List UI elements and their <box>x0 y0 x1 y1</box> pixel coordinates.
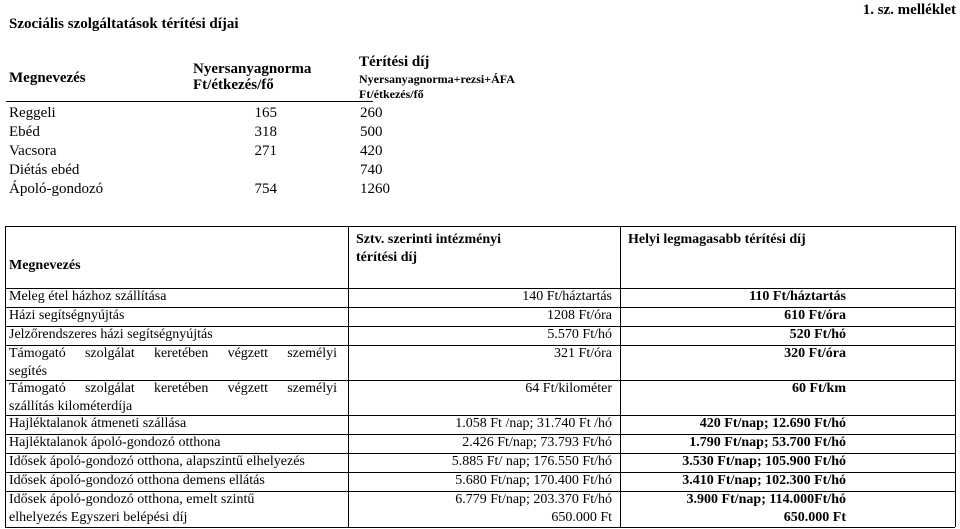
table2-row-local-fee: 320 Ft/óra <box>784 346 846 361</box>
table2-col-name: Megnevezés <box>9 258 81 273</box>
table1-row-fee: 260 <box>360 105 383 121</box>
table1-col-fee: Térítési díj <box>359 54 430 70</box>
table1-row-raw: 754 <box>254 181 277 197</box>
table1-col-raw-unit: Ft/étkezés/fő <box>193 77 274 93</box>
table2-row-name: Idősek ápoló-gondozó otthona demens ellátás <box>9 473 265 488</box>
table1-header-line <box>6 101 373 102</box>
table2-row-name: Jelzőrendszeres házi segítségnyújtás <box>9 327 213 342</box>
table2-col-divider-1 <box>348 226 349 527</box>
table2-row-name: Idősek ápoló-gondozó otthona, emelt szintű <box>9 492 255 507</box>
table2-left-border <box>5 226 6 527</box>
table2-row-name: Idősek ápoló-gondozó otthona, alapszintű elhelyezés <box>9 454 305 469</box>
table1-row-fee: 500 <box>360 124 383 140</box>
table2-row-inst-fee: 6.779 Ft/nap; 203.370 Ft/hó <box>455 492 612 507</box>
table2-row-inst-fee: 2.426 Ft/nap; 73.793 Ft/hó <box>462 435 612 450</box>
table2-row-inst-fee: 5.885 Ft/ nap; 176.550 Ft/hó <box>451 454 612 469</box>
table2-row-local-fee: 1.790 Ft/nap; 53.700 Ft/hó <box>689 435 846 450</box>
table2-row-inst-fee: 1.058 Ft /nap; 31.740 Ft /hó <box>455 416 612 431</box>
table2-row-inst-fee: 140 Ft/háztartás <box>522 289 612 304</box>
table1-col-fee-unit: Ft/étkezés/fő <box>359 87 424 101</box>
table2-row-name-cont: elhelyezés Egyszeri belépési díj <box>9 510 188 525</box>
table1-row-name: Reggeli <box>9 105 56 121</box>
table2-right-border <box>955 226 956 527</box>
table2-row-inst-fee: 321 Ft/óra <box>554 346 612 361</box>
table1-row-name: Ápoló-gondozó <box>9 181 104 197</box>
table1-row-name: Diétás ebéd <box>9 162 80 178</box>
table2-row-name: Hajléktalanok átmeneti szállása <box>9 416 187 431</box>
table2-col-inst: Sztv. szerinti intézményi <box>356 232 502 247</box>
table1-col-raw: Nyersanyagnorma <box>193 61 312 77</box>
table2-row-local-fee: 520 Ft/hó <box>789 327 846 342</box>
table2-row-name-cont: segítés <box>9 364 48 379</box>
table2-row-line <box>5 527 955 528</box>
table1-col-fee-formula: Nyersanyagnorma+rezsi+ÁFA <box>359 72 515 86</box>
table2-row-inst-fee-cont: 650.000 Ft <box>551 510 612 525</box>
table2-row-local-fee: 3.530 Ft/nap; 105.900 Ft/hó <box>682 454 846 469</box>
table2-col-local: Helyi legmagasabb térítési díj <box>628 232 806 247</box>
table2-row-local-fee-cont: 650.000 Ft <box>783 510 846 525</box>
table1-row-raw: 318 <box>254 124 277 140</box>
table2-row-local-fee: 420 Ft/nap; 12.690 Ft/hó <box>699 416 846 431</box>
table2-row-name: Hajléktalanok ápoló-gondozó otthona <box>9 435 221 450</box>
table2-row-inst-fee: 1208 Ft/óra <box>547 308 612 323</box>
table2-top-line <box>5 226 955 227</box>
table1-row-fee: 420 <box>360 143 383 159</box>
table1-row-raw: 165 <box>254 105 277 121</box>
table1-row-name: Vacsora <box>9 143 57 159</box>
table2-row-local-fee: 110 Ft/háztartás <box>749 289 846 304</box>
table2-col-inst-2: térítési díj <box>356 250 418 265</box>
table2-row-inst-fee: 64 Ft/kilométer <box>525 381 612 396</box>
table2-row-local-fee: 3.410 Ft/nap; 102.300 Ft/hó <box>682 473 846 488</box>
table1-col-name: Megnevezés <box>9 70 86 86</box>
table1-row-fee: 740 <box>360 162 383 178</box>
table1-row-name: Ebéd <box>9 124 40 140</box>
table2-row-name: Házi segítségnyújtás <box>9 308 125 323</box>
table1-row-raw: 271 <box>254 143 277 159</box>
table2-row-inst-fee: 5.680 Ft/nap; 170.400 Ft/hó <box>455 473 612 488</box>
table2-row-name: Támogató szolgálat keretében végzett személyi <box>9 381 337 396</box>
table2-row-local-fee: 3.900 Ft/nap; 114.000Ft/hó <box>686 492 846 507</box>
table2-row-name: Meleg étel házhoz szállítása <box>9 289 167 304</box>
page-title: Szociális szolgáltatások térítési díjai <box>9 16 239 32</box>
table2-row-name-cont: szállítás kilométerdíja <box>9 399 133 414</box>
table2-row-local-fee: 610 Ft/óra <box>784 308 846 323</box>
annex-label: 1. sz. melléklet <box>862 2 956 18</box>
table2-row-inst-fee: 5.570 Ft/hó <box>547 327 612 342</box>
table2-row-local-fee: 60 Ft/km <box>791 381 846 396</box>
table2-row-name: Támogató szolgálat keretében végzett személyi <box>9 346 337 361</box>
table2-col-divider-2 <box>620 226 621 527</box>
table1-row-fee: 1260 <box>360 181 390 197</box>
